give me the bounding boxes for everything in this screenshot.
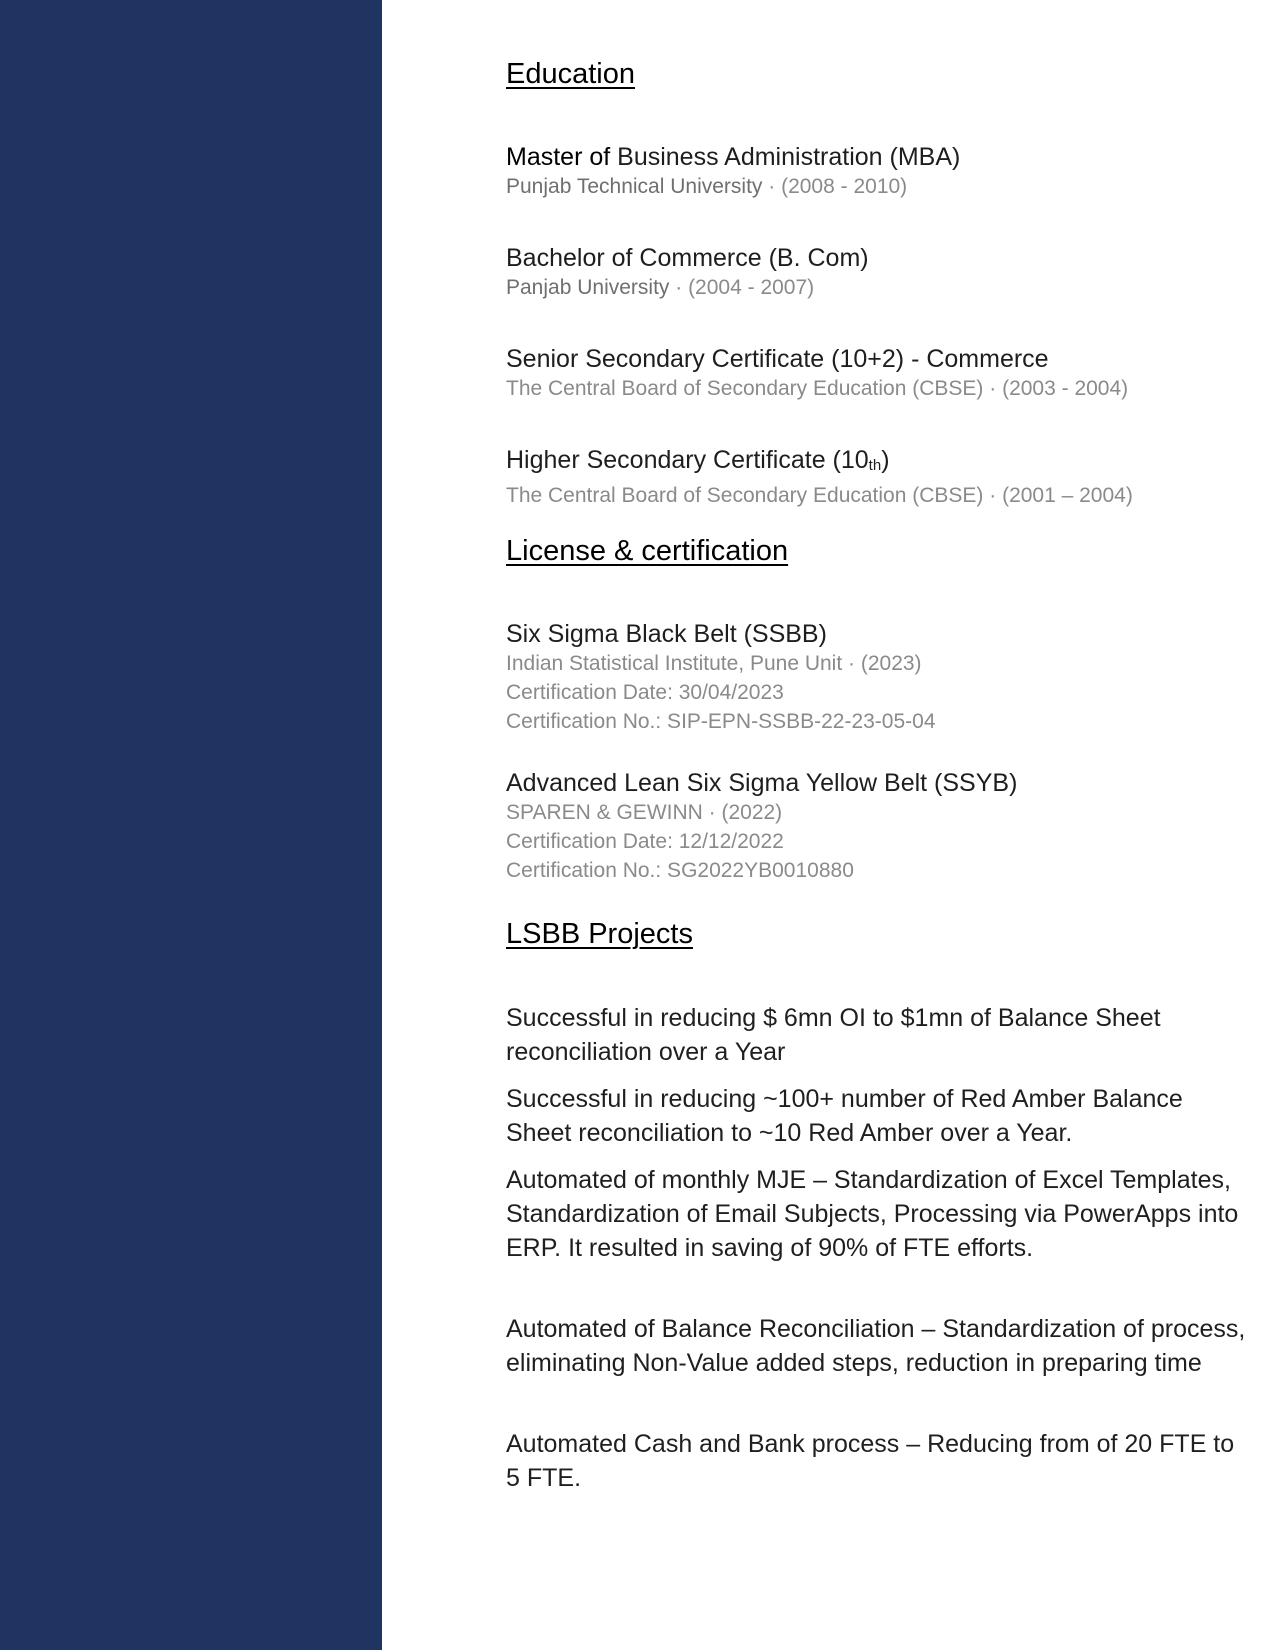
certification-date: Certification Date: 30/04/2023 bbox=[506, 681, 784, 704]
certification-issuer: SPAREN & GEWINN · (2022) bbox=[506, 801, 783, 824]
certification-title: Six Sigma Black Belt (SSBB) bbox=[506, 620, 827, 648]
section-title-projects: LSBB Projects bbox=[506, 918, 693, 950]
education-institution: Punjab Technical University bbox=[506, 175, 763, 198]
certification-title: Advanced Lean Six Sigma Yellow Belt (SSYB) bbox=[506, 769, 1018, 797]
certification-date: Certification Date: 12/12/2022 bbox=[506, 830, 784, 853]
education-degree-ordinal: th bbox=[868, 457, 882, 474]
education-degree: Senior Secondary Certificate (10+2) - Commerce bbox=[506, 345, 1049, 373]
project-item: Automated of Balance Reconciliation – Standardization of process, eliminating Non-Value added steps, reduction in preparing time bbox=[506, 1315, 1246, 1377]
education-degree-main: Higher Secondary Certificate (10 bbox=[506, 446, 869, 474]
education-institution-line: The Central Board of Secondary Education (CBSE) · (2003 - 2004) bbox=[506, 377, 1129, 400]
certification-number: Certification No.: SG2022YB0010880 bbox=[506, 859, 854, 882]
project-item: Automated of monthly MJE – Standardization of Excel Templates, Standardization of Email Subjects, Processing via PowerApps into ERP. It resulted in saving of 90% of FTE efforts. bbox=[506, 1166, 1239, 1262]
education-degree-rest: Business Administration (MBA) bbox=[610, 143, 961, 171]
education-entry-mba bbox=[506, 142, 960, 201]
project-item: Successful in reducing ~100+ number of Red Amber Balance Sheet reconciliation to ~10 Red Amber over a Year. bbox=[506, 1085, 1183, 1147]
education-institution-line bbox=[506, 273, 869, 302]
education-degree-prefix: Master of bbox=[506, 143, 611, 171]
certification-number: Certification No.: SIP-EPN-SSBB-22-23-05-04 bbox=[506, 710, 936, 733]
education-entry-higher-secondary bbox=[506, 445, 1133, 510]
certification-entry-ssyb bbox=[506, 768, 1017, 885]
education-entry-bcom bbox=[506, 243, 869, 302]
project-item: Successful in reducing $ 6mn OI to $1mn of Balance Sheet reconciliation over a Year bbox=[506, 1004, 1161, 1066]
section-title-education: Education bbox=[506, 58, 635, 90]
education-degree: Bachelor of Commerce (B. Com) bbox=[506, 244, 869, 272]
section-title-certification: License & certification bbox=[506, 535, 789, 567]
education-degree bbox=[506, 142, 960, 172]
sidebar-panel bbox=[0, 0, 382, 1650]
certification-entry-ssbb bbox=[506, 619, 936, 736]
education-institution: Panjab University bbox=[506, 276, 670, 299]
education-degree-end: ) bbox=[881, 446, 890, 474]
education-period: · (2004 - 2007) bbox=[669, 276, 815, 299]
education-period: · (2008 - 2010) bbox=[762, 175, 908, 198]
education-entry-senior-secondary bbox=[506, 344, 1128, 403]
project-item: Automated Cash and Bank process – Reducing from of 20 FTE to 5 FTE. bbox=[506, 1430, 1235, 1492]
education-institution-line bbox=[506, 172, 960, 201]
education-degree bbox=[506, 445, 1133, 481]
certification-issuer: Indian Statistical Institute, Pune Unit · (2023) bbox=[506, 652, 922, 675]
education-institution-line: The Central Board of Secondary Education (CBSE) · (2001 – 2004) bbox=[506, 484, 1133, 507]
